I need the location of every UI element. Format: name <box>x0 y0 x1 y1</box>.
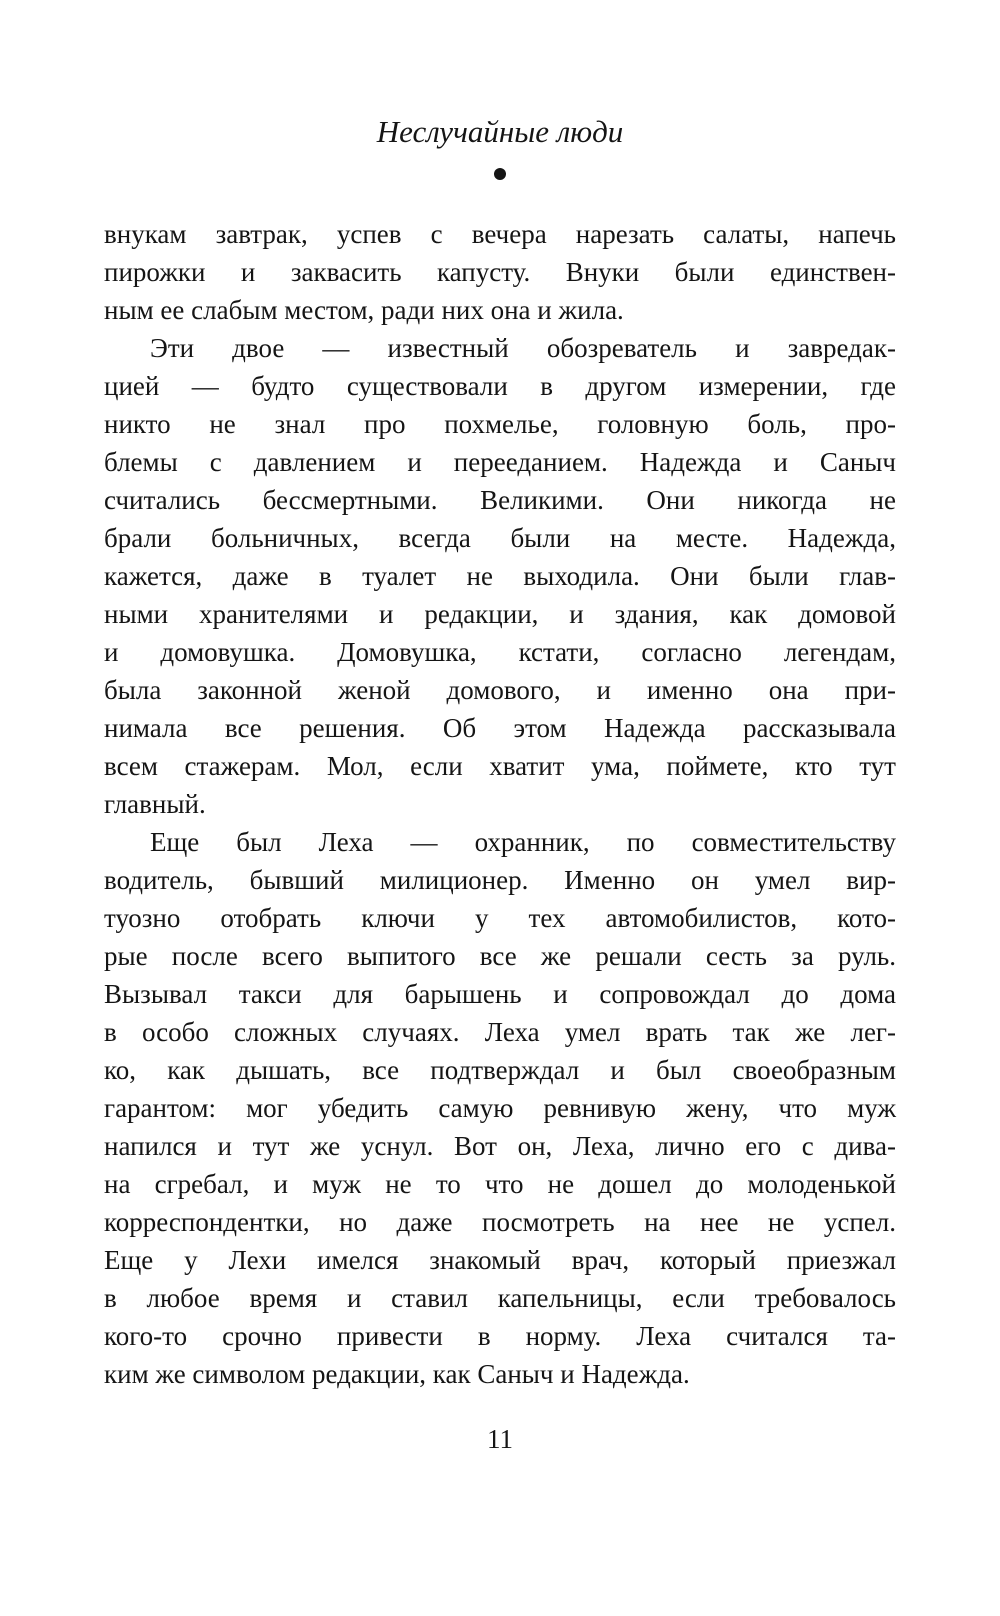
text-line: брали больничных, всегда были на месте. Надежда, <box>104 523 896 553</box>
text-line: водитель, бывший милиционер. Именно он умел вир- <box>104 865 896 895</box>
text-line: никто не знал про похмелье, головную боль, про- <box>104 409 896 439</box>
text-line: кажется, даже в туалет не выходила. Они были глав- <box>104 561 896 591</box>
page-number: 11 <box>487 1424 513 1454</box>
paragraph <box>104 329 896 823</box>
text-line: и домовушка. Домовушка, кстати, согласно легендам, <box>104 637 896 667</box>
text-line: была законной женой домового, и именно она при- <box>104 675 896 705</box>
page-body <box>104 215 896 1393</box>
section-divider-dot-icon <box>494 168 506 180</box>
text-line: нимала все решения. Об этом Надежда рассказывала <box>104 713 896 743</box>
text-line: в особо сложных случаях. Леха умел врать так же лег- <box>104 1017 896 1047</box>
text-line: всем стажерам. Мол, если хватит ума, поймете, кто тут <box>104 751 896 781</box>
text-line: считались бессмертными. Великими. Они никогда не <box>104 485 896 515</box>
section-break <box>0 168 1000 184</box>
text-line: Еще у Лехи имелся знакомый врач, который приезжал <box>104 1245 896 1275</box>
text-line: пирожки и заквасить капусту. Внуки были единствен- <box>104 257 896 287</box>
text-line: рые после всего выпитого все же решали сесть за руль. <box>104 941 896 971</box>
text-line: Вызывал такси для барышень и сопровождал до дома <box>104 979 896 1009</box>
text-line: корреспондентки, но даже посмотреть на нее не успел. <box>104 1207 896 1237</box>
text-line: ным ее слабым местом, ради них она и жила. <box>104 295 624 325</box>
text-line: ко, как дышать, все подтверждал и был своеобразным <box>104 1055 896 1085</box>
text-line: Еще был Леха — охранник, по совместительству <box>150 827 896 857</box>
running-head-title: Неслучайные люди <box>376 114 624 149</box>
text-line: главный. <box>104 789 206 819</box>
text-line: блемы с давлением и перееданием. Надежда и Саныч <box>104 447 896 477</box>
paragraph <box>104 215 896 329</box>
text-line: на сгребал, и муж не то что не дошел до молоденькой <box>104 1169 896 1199</box>
paragraph <box>104 823 896 1393</box>
text-line: внукам завтрак, успев с вечера нарезать салаты, напечь <box>104 219 896 249</box>
text-line: в любое время и ставил капельницы, если требовалось <box>104 1283 896 1313</box>
text-line: гарантом: мог убедить самую ревнивую жену, что муж <box>104 1093 896 1123</box>
text-line: ким же символом редакции, как Саныч и Надежда. <box>104 1359 690 1389</box>
text-line: ными хранителями и редакции, и здания, как домовой <box>104 599 896 629</box>
text-line: Эти двое — известный обозреватель и завредак- <box>150 333 896 363</box>
text-line: напился и тут же уснул. Вот он, Леха, лично его с дива- <box>104 1131 896 1161</box>
text-line: кого-то срочно привести в норму. Леха считался та- <box>104 1321 896 1351</box>
text-line: цией — будто существовали в другом измерении, где <box>104 371 896 401</box>
text-line: туозно отобрать ключи у тех автомобилистов, кото- <box>104 903 896 933</box>
